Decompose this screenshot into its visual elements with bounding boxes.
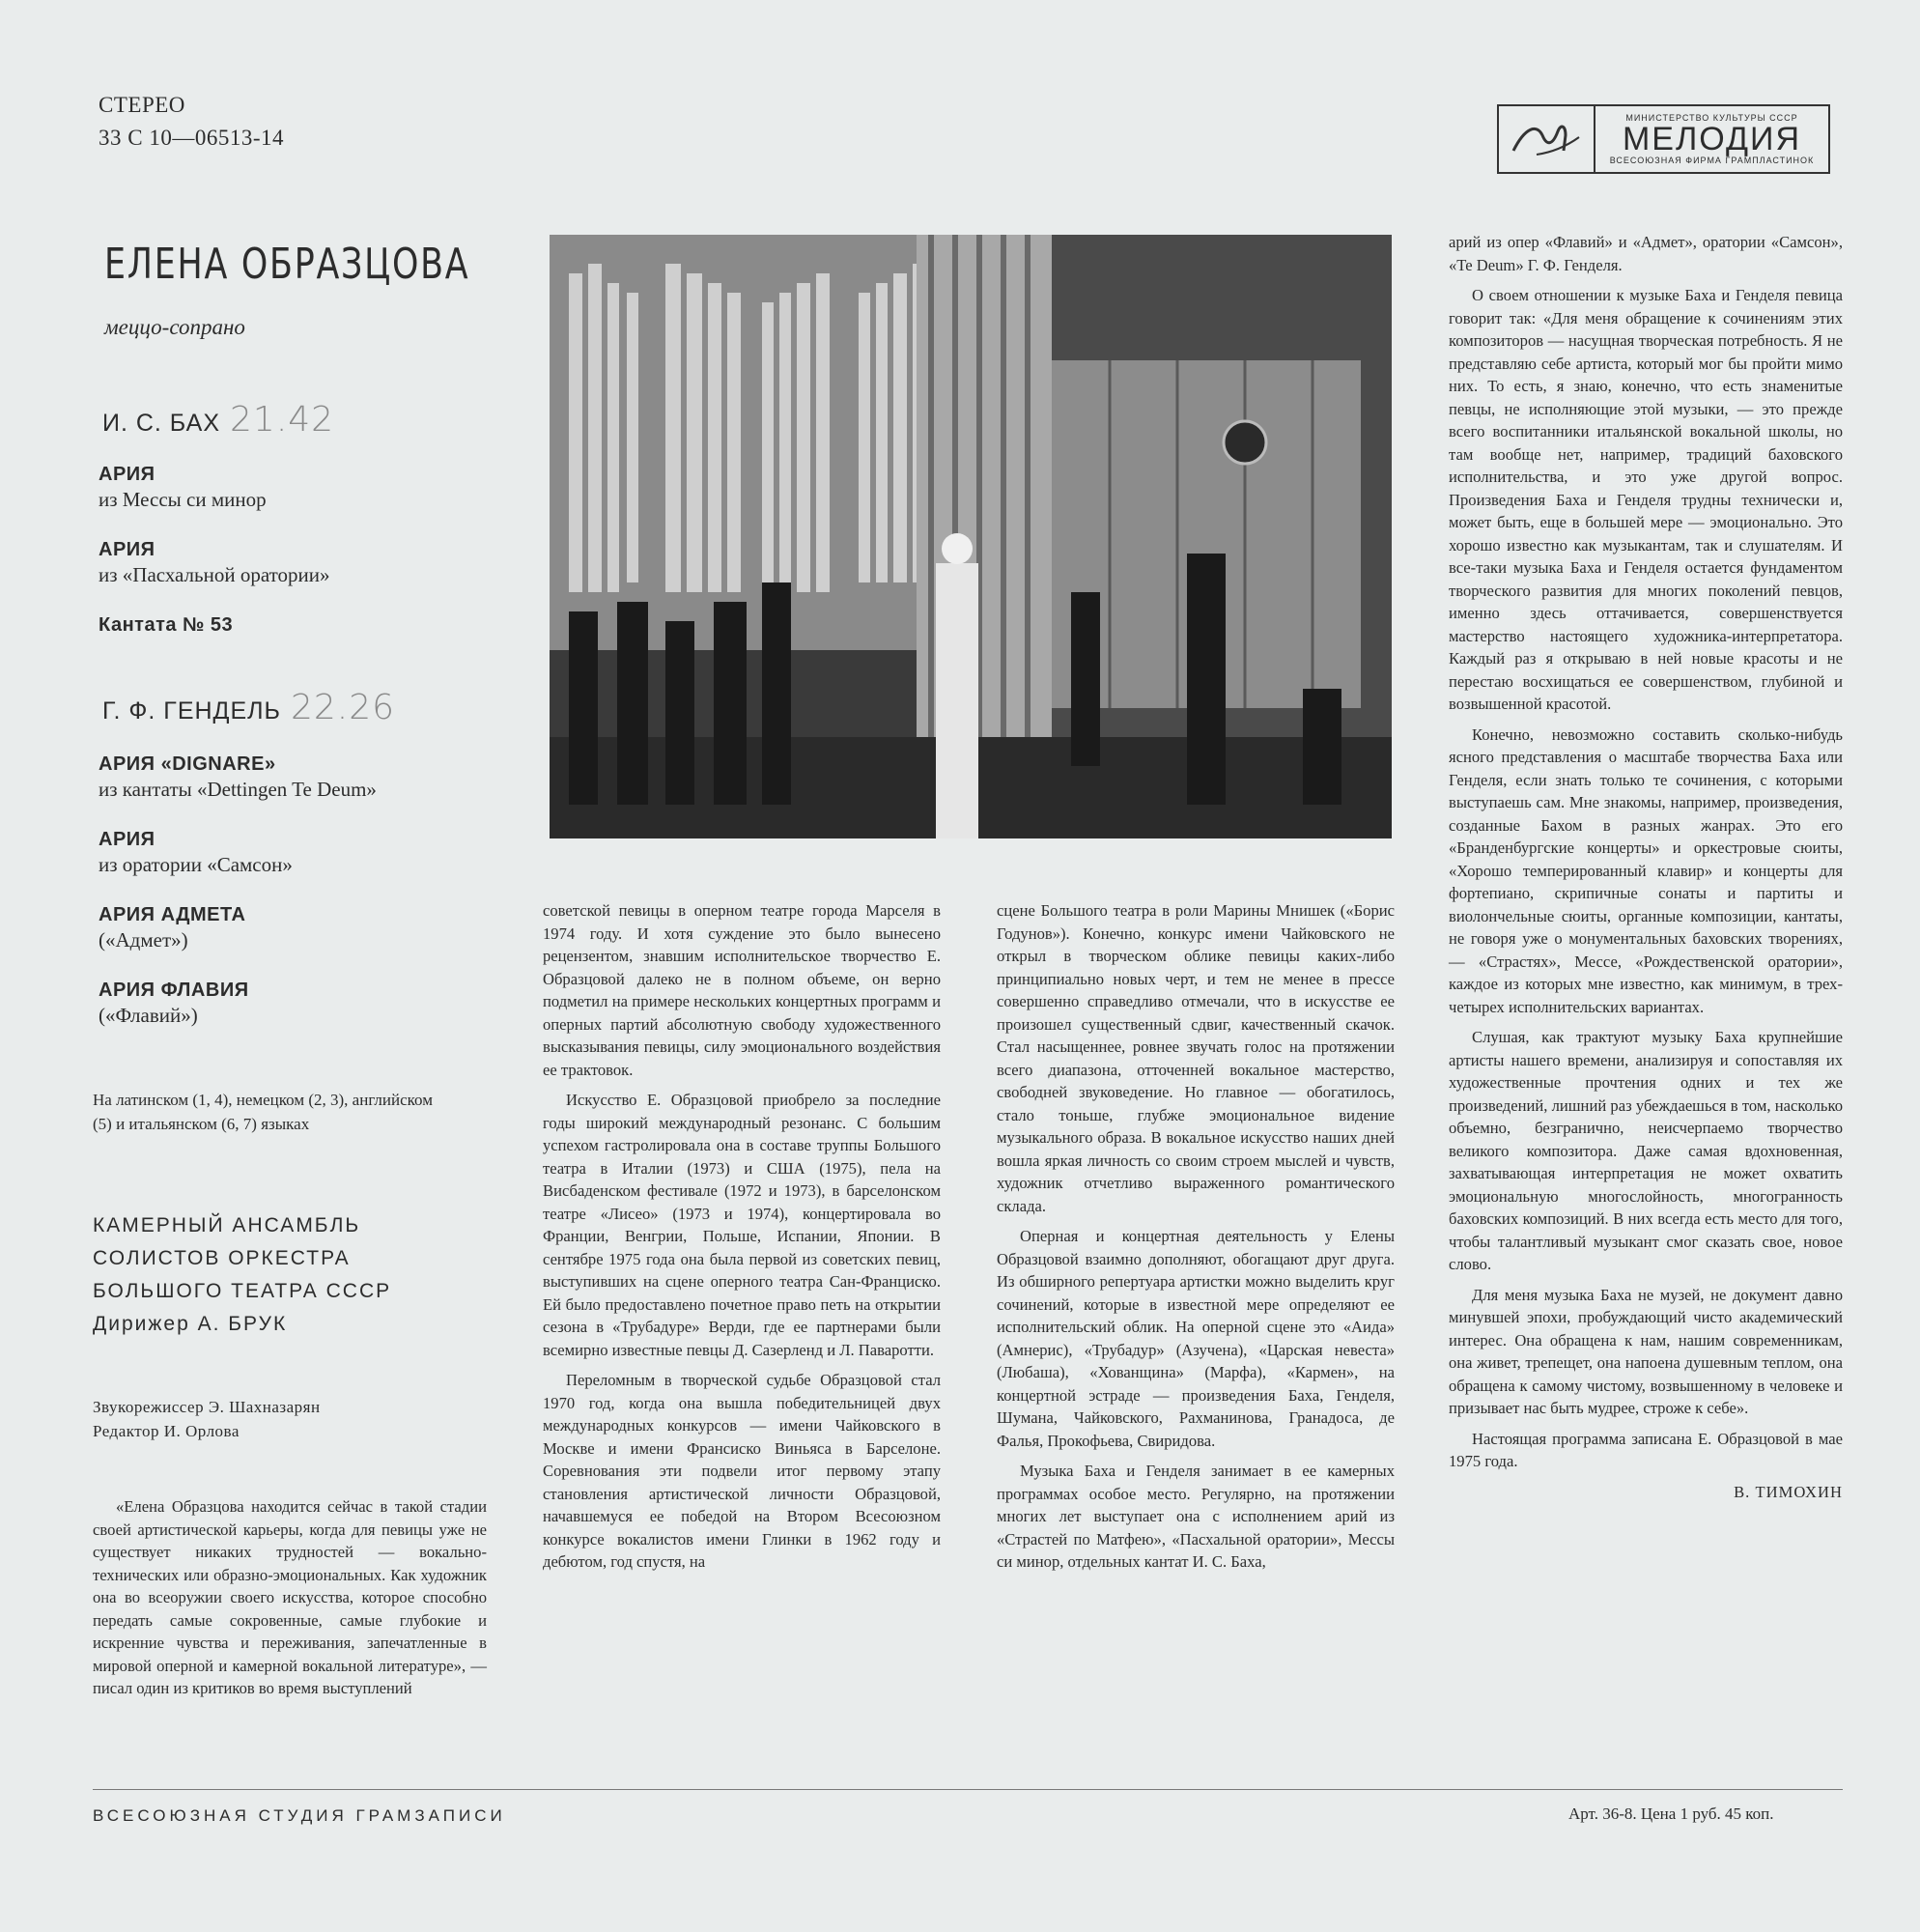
melodiya-logo bbox=[1497, 104, 1830, 174]
track-6 bbox=[99, 902, 245, 952]
sound-engineer: Звукорежиссер Э. Шахназарян bbox=[93, 1398, 321, 1416]
essay-column-1 bbox=[93, 1495, 487, 1708]
track-5 bbox=[99, 827, 293, 877]
author-signature: В. ТИМОХИН bbox=[1734, 1482, 1843, 1501]
composer-bach: И. С. БАХ bbox=[102, 410, 221, 437]
track-subtitle: из оратории «Самсон» bbox=[99, 853, 293, 876]
handwritten-duration-2: 22.26 bbox=[290, 688, 396, 727]
composer-handel: Г. Ф. ГЕНДЕЛЬ bbox=[102, 697, 281, 724]
essay-paragraph: О своем отношении к музыке Баха и Генделя певица говорит так: «Для меня обращение к сочинениям этих композиторов — насущная творческая потребность. Я не представляю себе артиста, который мог бы пройти мимо них. То есть, я знаю, конечно, что есть знаменитые певцы, не исполняющие этой музыки, — это прежде всего воспитанники итальянской вокальной школы, но там вообще нет, например, традиций баховского исполнительства, и это уже другой вопрос. Произведения Баха и Генделя трудны технически и, может быть, еще в большей мере — эмоционально. Это хорошо известно как музыкантам, так и слушателям. И все-таки музыка Баха и Генделя остается фундаментом творческого развития для многих поколений певцов, именно здесь оттачивается, совершенствуется мастерство настоящего художника-интерпретатора. Каждый раз я открываю в ней новые красоты и не перестаю восхищаться ее совершенством, глубиной и возвышенной красотой. bbox=[1449, 286, 1843, 713]
track-title: Кантата № 53 bbox=[99, 614, 234, 636]
track-title: АРИЯ «DIGNARE» bbox=[99, 753, 276, 775]
catalog-block bbox=[99, 89, 284, 155]
track-2 bbox=[99, 537, 329, 587]
track-7 bbox=[99, 978, 249, 1028]
essay-paragraph: Для меня музыка Баха не музей, не документ давно минувшей эпохи, пробуждающий чисто академический интерес. Она обращена к нам, нашим современникам, она живет, трепещет, она напоена душевным теплом, она обращена к самому чистому, возвышенному в человеке и призывает нас быть мудрее, строже к себе». bbox=[1449, 1285, 1843, 1417]
conductor-line: Дирижер А. БРУК bbox=[93, 1313, 288, 1335]
essay-paragraph: сцене Большого театра в роли Марины Мнишек («Борис Годунов»). Конечно, конкурс имени Чайковского не открыл в творческом облике певицы каких-либо принципиально новых черт, и тем не менее в прессе совершенно справедливо отмечали, что в искусстве ее произошел существенный сдвиг, качественный скачок. Стал насыщеннее, ровнее звучать голос на протяжении всего диапазона, отточенней вокальное мастерство, свободней звуковедение. Но главное — обогатилось, стало тоньше, глубже эмоциональное видение музыкального образа. В вокальное искусство наших дней вошла яркая личность со своим строем мыслей и чувств, художник отчетливо выраженного романтического склада. bbox=[997, 901, 1395, 1215]
logo-firm: ВСЕСОЮЗНАЯ ФИРМА ГРАМПЛАСТИНОК bbox=[1609, 156, 1815, 165]
track-title: АРИЯ bbox=[99, 539, 155, 560]
track-1 bbox=[99, 462, 267, 512]
production-credits bbox=[93, 1395, 321, 1443]
track-title: АРИЯ ФЛАВИЯ bbox=[99, 980, 249, 1001]
track-subtitle: из кантаты «Dettingen Te Deum» bbox=[99, 778, 377, 801]
track-subtitle: из Мессы си минор bbox=[99, 488, 267, 511]
melodiya-emblem-icon bbox=[1499, 106, 1595, 172]
track-subtitle: («Флавий») bbox=[99, 1004, 198, 1027]
essay-paragraph: советской певицы в оперном театре города Марселя в 1974 году. И хотя суждение это было вынесено рецензентом, знавшим исполнительское творчество Е. Образцовой далеко не в полном объеме, он верно подметил на примере нескольких концертных программ и оперных партий абсолютную свободу художественного высказывания певицы, силу эмоционального воздействия ее трактовок. bbox=[543, 901, 941, 1079]
artist-voice: меццо-сопрано bbox=[104, 315, 245, 339]
track-subtitle: из «Пасхальной оратории» bbox=[99, 563, 330, 586]
studio-name: ВСЕСОЮЗНАЯ СТУДИЯ ГРАМЗАПИСИ bbox=[93, 1806, 506, 1825]
ensemble-line: КАМЕРНЫЙ АНСАМБЛЬ bbox=[93, 1214, 361, 1236]
essay-column-4 bbox=[1449, 231, 1843, 1503]
side1-composer bbox=[102, 400, 334, 440]
logo-ministry: МИНИСТЕРСТВО КУЛЬТУРЫ СССР bbox=[1625, 113, 1798, 123]
ensemble-credit bbox=[93, 1209, 391, 1341]
logo-text bbox=[1595, 106, 1828, 172]
essay-paragraph: Музыка Баха и Генделя занимает в ее камерных программах особое место. Регулярно, на протяжении многих лет выступает она с исполнением арий из «Страстей по Матфею», «Пасхальной оратории», Мессы си минор, отдельных кантат И. С. Баха, bbox=[997, 1462, 1395, 1571]
track-title: АРИЯ bbox=[99, 464, 155, 485]
logo-name: МЕЛОДИЯ bbox=[1622, 121, 1802, 157]
track-subtitle: («Адмет») bbox=[99, 928, 188, 952]
artist-name: ЕЛЕНА ОБРАЗЦОВА bbox=[104, 240, 470, 289]
essay-paragraph: арий из опер «Флавий» и «Адмет», оратории «Самсон», «Te Deum» Г. Ф. Генделя. bbox=[1449, 233, 1843, 274]
essay-paragraph: Искусство Е. Образцовой приобрело за последние годы широкий международный резонанс. С большим успехом гастролировала она в составе труппы Большого театра в Италии (1973) и США (1975), пела на Висбаденском фестивале (1972 и 1973), в барселонском театре «Лисео» (1973 и 1974), концертировала во Франции, Венгрии, Польше, Испании, Японии. В сентябре 1975 года она была первой из советских певиц, выступивших на сцене оперного театра Сан-Франциско. Ей было предоставлено почетное право петь на открытии сезона в «Трубадуре» Верди, где ее партнерами были всемирно известные певцы Д. Сазерленд и Л. Паваротти. bbox=[543, 1091, 941, 1359]
track-3 bbox=[99, 612, 233, 638]
languages-note: На латинском (1, 4), немецком (2, 3), английском (5) и итальянском (6, 7) языках bbox=[93, 1091, 433, 1133]
singer-figure bbox=[936, 563, 978, 838]
essay-paragraph: Переломным в творческой судьбе Образцовой стал 1970 год, когда она вышла победительницей двух международных конкурсов — имени Чайковского в Москве и имени Франсиско Виньяса в Барселоне. Соревнования эти подвели итог первому этапу становления артистической личности Образцовой, начавшемуся ее победой на Втором Всесоюзном конкурсе вокалистов имени Глинки в 1962 году и дебютом, год спустя, на bbox=[543, 1371, 941, 1571]
track-4 bbox=[99, 752, 377, 802]
essay-paragraph: Оперная и концертная деятельность у Елены Образцовой взаимно дополняют, обогащают друг друга. Из обширного репертуара артистки можно выделить круг сочинений, которые в известной мере определяют ее исполнительский облик. На оперной сцене это «Аида» (Амнерис), «Трубадур» (Азучена), «Царская невеста» (Любаша), «Хованщина» (Марфа), «Кармен», на концертной эстраде — произведения Баха, Генделя, Шумана, Чайковского, Рахманинова, Гранадоса, де Фалья, Прокофьева, Свиридова. bbox=[997, 1227, 1395, 1450]
track-title: АРИЯ АДМЕТА bbox=[99, 904, 246, 925]
ensemble-line: БОЛЬШОГО ТЕАТРА СССР bbox=[93, 1280, 392, 1302]
ensemble-line: СОЛИСТОВ ОРКЕСТРА bbox=[93, 1247, 351, 1269]
essay-paragraph: Слушая, как трактуют музыку Баха крупнейшие артисты нашего времени, анализируя и сопоставляя их художественные прочтения одних и тех же произведений, лишний раз убеждаешься в том, насколько объемно, безгранично, неисчерпаемо творчество великого композитора. Даже самая вдохновенная, захватывающая интерпретация не может охватить эмоциональную многослойность, многогранность баховских композиций. В них всегда есть место для того, чтобы талантливый музыкант смог сказать свое, новое слово. bbox=[1449, 1028, 1843, 1273]
essay-paragraph: Настоящая программа записана Е. Образцовой в мае 1975 года. bbox=[1449, 1429, 1843, 1470]
side2-composer bbox=[102, 688, 395, 727]
price-text: Арт. 36-8. Цена 1 руб. 45 коп. bbox=[1568, 1804, 1774, 1823]
stereo-label: СТЕРЕО bbox=[99, 93, 185, 117]
essay-paragraph: «Елена Образцова находится сейчас в такой стадии своей артистической карьеры, когда для певицы уже не существует никаких трудностей — вокально-технических или образно-эмоциональных. Как художник она во всеоружии своего искусства, которое способно передать самые сокровенные, самые глубокие и искренние чувства и переживания, запечатленные в мировой оперной и камерной вокальной литературе», — писал один из критиков во время выступлений bbox=[93, 1497, 487, 1697]
concert-photo bbox=[550, 235, 1392, 838]
essay-column-3 bbox=[997, 899, 1395, 1581]
handwritten-duration-1: 21.42 bbox=[230, 400, 335, 440]
price-label bbox=[1568, 1804, 1774, 1824]
essay-column-2 bbox=[543, 899, 941, 1581]
catalog-number: 33 С 10—06513-14 bbox=[99, 126, 284, 150]
track-title: АРИЯ bbox=[99, 829, 155, 850]
concert-photo-image bbox=[550, 235, 1392, 838]
footer-divider bbox=[93, 1789, 1843, 1790]
essay-paragraph: Конечно, невозможно составить сколько-нибудь ясного представления о масштабе творчества Баха или Генделя, если знать только те сочинения, с которыми выступаешь сам. Мне знакомы, например, произведения, созданные Бахом в разных жанрах. Это его «Бранденбургские концерты» и оркестровые сюиты, «Хорошо темперированный клавир» и концерты для фортепиано, скрипичные сонаты и партиты и виолончельные сюиты, органные композиции, кантаты, не говоря уже о монументальных баховских творениях, — «Страстях», Мессе, «Рождественской оратории», каждое из которых мне известно, как минимум, в трех-четырех исполнительских вариантах. bbox=[1449, 724, 1843, 1016]
editor: Редактор И. Орлова bbox=[93, 1422, 240, 1440]
